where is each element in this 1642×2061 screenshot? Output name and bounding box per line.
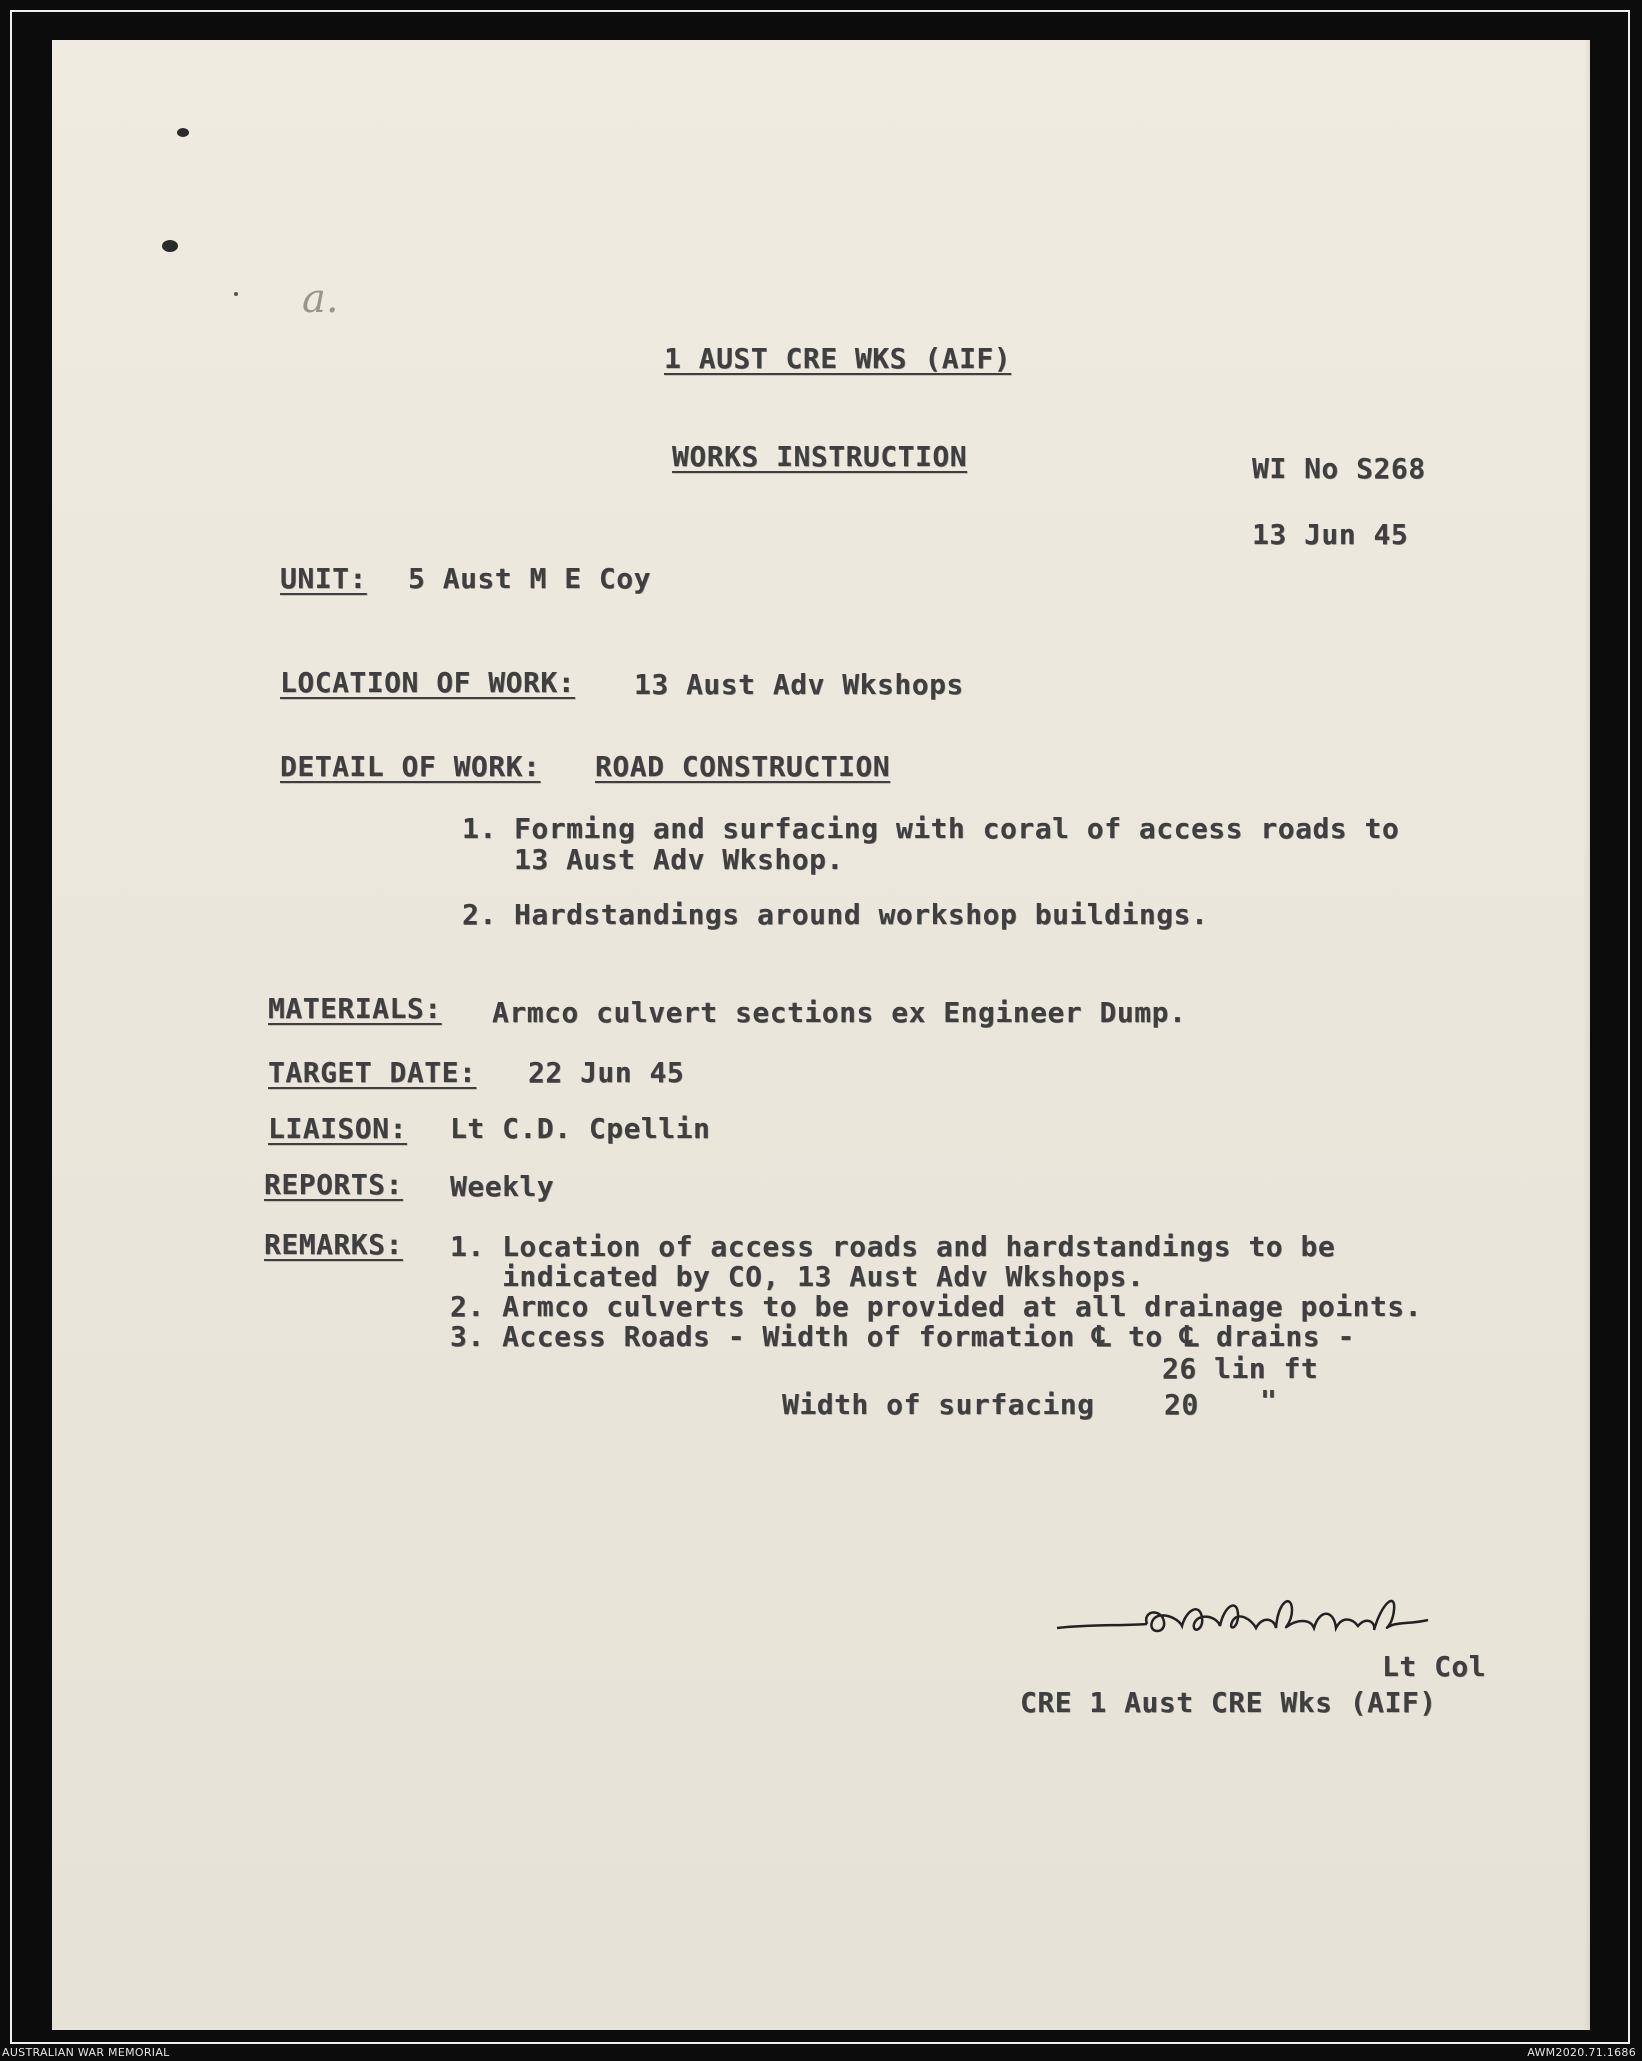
ditto-mark: " [1260,1384,1278,1417]
target-date-value: 22 Jun 45 [528,1056,685,1089]
materials-label: MATERIALS: [268,992,442,1025]
remarks-label: REMARKS: [264,1228,403,1261]
document-page [52,40,1590,2030]
unit-value: 5 Aust M E Coy [408,562,652,595]
detail-value: ROAD CONSTRUCTION [595,750,891,783]
detail-item-2-number: 2. [462,898,497,931]
remarks-line-2: indicated by CO, 13 Aust Adv Wkshops. [450,1260,1145,1293]
signature-rank: Lt Col [1382,1650,1487,1683]
document-header: 1 AUST CRE WKS (AIF) [664,342,1012,375]
surfacing-value: 20 [1164,1388,1199,1421]
paper-shadow [1584,40,1590,2030]
unit-label: UNIT: [280,562,367,595]
detail-label: DETAIL OF WORK: [280,750,541,783]
wi-number: WI No S268 [1252,452,1426,485]
handwritten-signature [1052,1580,1442,1650]
liaison-value: Lt C.D. Cpellin [450,1112,711,1145]
remarks-line-1: 1. Location of access roads and hardstandings to be [450,1230,1336,1263]
detail-item-1-line1: Forming and surfacing with coral of access roads to [514,812,1400,845]
footer-accession-number: AWM2020.71.1686 [1527,2046,1636,2059]
document-title: WORKS INSTRUCTION [672,440,968,473]
target-date-label: TARGET DATE: [268,1056,477,1089]
punch-hole-top [177,128,189,137]
liaison-label: LIAISON: [268,1112,407,1145]
pencil-dot [234,292,238,296]
remarks-line-4: 3. Access Roads - Width of formation ℄ to ℄ drains - [450,1320,1355,1353]
reports-value: Weekly [450,1170,555,1203]
document-date: 13 Jun 45 [1252,518,1409,551]
remarks-line-3: 2. Armco culverts to be provided at all drainage points. [450,1290,1423,1323]
pencil-annotation: a. [302,276,339,322]
location-value: 13 Aust Adv Wkshops [634,668,964,701]
location-label: LOCATION OF WORK: [280,666,576,699]
footer-source: AUSTRALIAN WAR MEMORIAL [2,2046,170,2059]
materials-value: Armco culvert sections ex Engineer Dump. [492,996,1187,1029]
detail-item-1-number: 1. [462,812,497,845]
surfacing-label: Width of surfacing [782,1388,1095,1421]
formation-width: 26 lin ft [1162,1352,1319,1385]
reports-label: REPORTS: [264,1168,403,1201]
detail-item-1-line2: 13 Aust Adv Wkshop. [514,843,844,876]
punch-hole-middle [162,240,178,252]
signature-appointment: CRE 1 Aust CRE Wks (AIF) [1020,1686,1437,1719]
detail-item-2-line1: Hardstandings around workshop buildings. [514,898,1209,931]
